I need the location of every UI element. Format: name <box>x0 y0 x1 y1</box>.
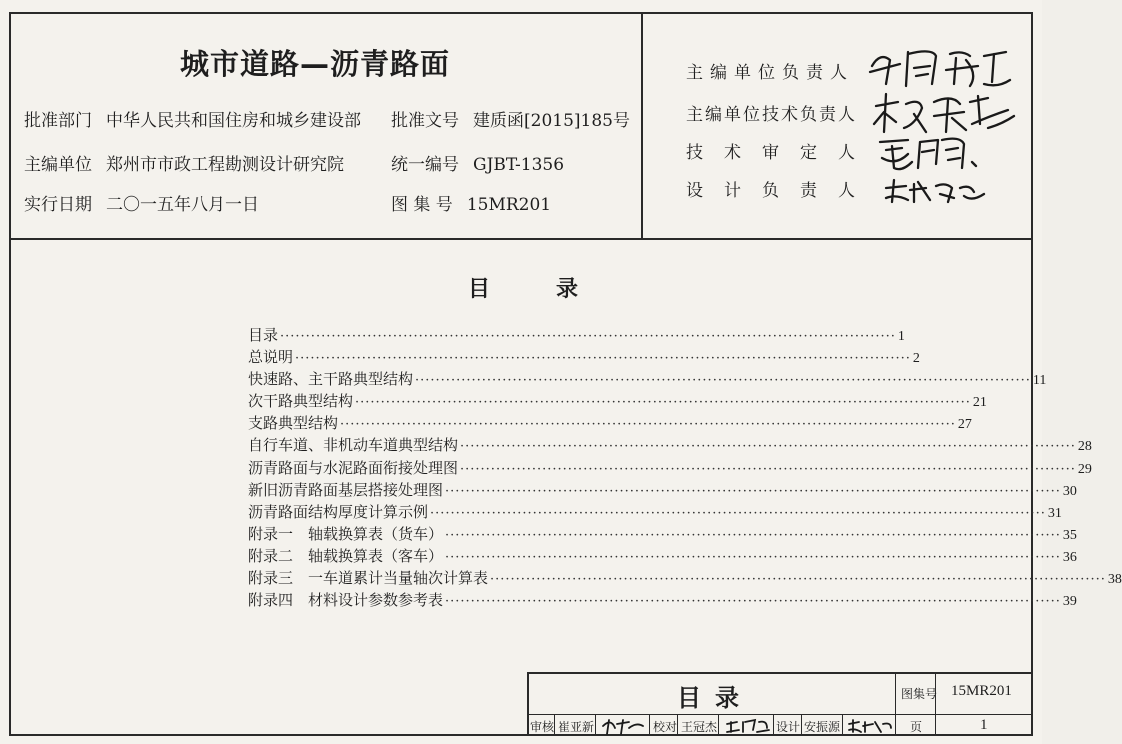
effective-date-row <box>24 190 259 215</box>
toc-entry <box>248 523 1077 545</box>
toc-entry-title: 附录三 一车道累计当量轴次计算表 <box>248 569 489 588</box>
document-title: 城市道路—沥青路面 <box>180 47 451 81</box>
effective-date-value: 二〇一五年八月一日 <box>106 195 259 215</box>
role-tech-reviewer: 技术审定人 <box>686 143 876 163</box>
toc-dot-leader: ························································································································ <box>445 549 1061 565</box>
toc-dot-leader: ························································································································ <box>460 461 1076 477</box>
toc-entry <box>248 567 1122 589</box>
checker-signature <box>723 716 771 736</box>
toc-dot-leader: ························································································································ <box>445 483 1061 499</box>
toc-entry-title: 总说明 <box>248 348 294 367</box>
atlas-no-row <box>391 190 551 215</box>
toc-dot-leader: ························································································································ <box>490 572 1106 588</box>
toc-dot-leader: ························································································································ <box>295 351 911 367</box>
role-chief-unit-tech-head: 主编单位技术负责人 <box>686 105 857 125</box>
design-label: 设计 <box>776 720 801 734</box>
toc-entry <box>248 324 905 346</box>
toc-title-char-2: 录 <box>556 277 579 302</box>
toc-entry-title: 附录一 轴载换算表（货车） <box>248 524 444 543</box>
toc-entry-page: 29 <box>1077 461 1092 477</box>
toc-list <box>248 324 1122 611</box>
toc-entry <box>248 501 1062 523</box>
toc-entry <box>248 346 920 368</box>
toc-dot-leader: ························································································································ <box>445 527 1061 543</box>
toc-entry-title: 支路典型结构 <box>248 414 339 433</box>
review-label: 审核 <box>530 720 555 734</box>
toc-dot-leader: ························································································································ <box>460 439 1076 455</box>
toc-dot-leader: ························································································································ <box>340 417 956 433</box>
unified-no-value: GJBT-1356 <box>473 155 565 175</box>
reviewer-name: 崔亚新 <box>558 720 595 734</box>
toc-entry-page: 39 <box>1062 594 1077 610</box>
toc-dot-leader: ························································································································ <box>355 395 971 411</box>
approval-dept-label: 批准部门 <box>24 111 92 131</box>
effective-date-label: 实行日期 <box>24 195 92 215</box>
toc-entry-page: 35 <box>1062 527 1077 543</box>
approval-dept-value: 中华人民共和国住房和城乡建设部 <box>106 111 361 131</box>
toc-entry <box>248 390 987 412</box>
check-label: 校对 <box>653 720 678 734</box>
toc-entry-page: 28 <box>1077 439 1092 455</box>
atlas-number: 15MR201 <box>951 683 1012 699</box>
toc-dot-leader: ························································································································ <box>415 373 1031 389</box>
title-block <box>527 672 1033 736</box>
unified-no-label: 统一编号 <box>391 155 459 175</box>
designer-signature <box>845 716 893 736</box>
header-vertical-divider <box>641 12 643 239</box>
chief-unit-label: 主编单位 <box>24 155 92 175</box>
unified-no-row <box>391 150 564 175</box>
toc-entry <box>248 545 1077 567</box>
toc-entry <box>248 434 1092 456</box>
title-block-title: 目录 <box>677 684 753 712</box>
toc-title-char-1: 目 <box>468 277 491 302</box>
toc-entry-page: 38 <box>1107 572 1122 588</box>
toc-entry-title: 自行车道、非机动车道典型结构 <box>248 436 459 455</box>
page-label: 页 <box>910 720 923 734</box>
signature-tech-reviewer <box>872 132 1002 174</box>
role-design-head: 设计负责人 <box>686 181 876 201</box>
toc-entry-title: 新旧沥青路面基层搭接处理图 <box>248 480 444 499</box>
page-number: 1 <box>980 717 988 733</box>
toc-entry-page: 27 <box>957 417 972 433</box>
toc-dot-leader: ························································································································ <box>280 329 896 344</box>
toc-entry-page: 31 <box>1047 505 1062 521</box>
atlas-label: 图集号 <box>901 687 938 701</box>
toc-entry-title: 附录四 材料设计参数参考表 <box>248 591 444 610</box>
toc-entry-page: 2 <box>912 351 920 367</box>
atlas-no-label: 图 集 号 <box>391 195 453 215</box>
header-divider <box>9 238 1033 240</box>
toc-entry <box>248 368 1047 390</box>
toc-entry-page: 1 <box>897 329 905 344</box>
atlas-no-value: 15MR201 <box>466 195 552 215</box>
chief-unit-row <box>24 150 344 175</box>
designer-name: 安振源 <box>804 720 841 734</box>
toc-entry <box>248 412 972 434</box>
signature-design-head <box>880 174 990 208</box>
toc-dot-leader: ························································································································ <box>430 505 1046 521</box>
approval-doc-row <box>391 106 630 131</box>
toc-entry-title: 目录 <box>248 326 279 344</box>
approval-doc-label: 批准文号 <box>391 111 459 131</box>
toc-dot-leader: ························································································································ <box>445 594 1061 610</box>
role-chief-unit-head: 主编单位负责人 <box>686 63 854 83</box>
toc-entry-title: 次干路典型结构 <box>248 392 354 411</box>
toc-entry <box>248 479 1077 501</box>
chief-unit-value: 郑州市市政工程勘测设计研究院 <box>106 155 344 175</box>
toc-entry <box>248 589 1077 611</box>
toc-entry-title: 附录二 轴载换算表（客车） <box>248 546 444 565</box>
toc-entry-page: 11 <box>1032 373 1047 389</box>
approval-dept-row <box>24 106 361 131</box>
toc-entry-page: 36 <box>1062 549 1077 565</box>
reviewer-signature <box>599 716 647 736</box>
toc-entry-title: 快速路、主干路典型结构 <box>248 370 414 389</box>
toc-entry-page: 30 <box>1062 483 1077 499</box>
toc-entry-title: 沥青路面与水泥路面衔接处理图 <box>248 458 459 477</box>
toc-entry <box>248 457 1092 479</box>
toc-entry-page: 21 <box>972 395 987 411</box>
toc-entry-title: 沥青路面结构厚度计算示例 <box>248 502 429 521</box>
checker-name: 王冠杰 <box>681 720 718 734</box>
signature-chief-unit-head <box>866 44 1016 92</box>
approval-doc-value: 建质函[2015]185号 <box>473 111 630 131</box>
